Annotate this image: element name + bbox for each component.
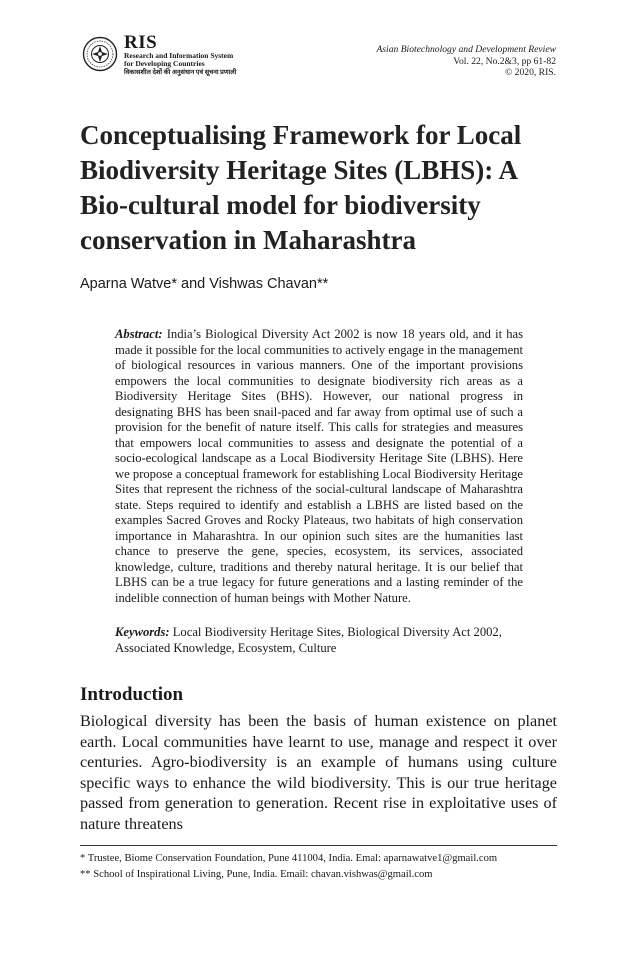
introduction-paragraph: Biological diversity has been the basis of human existence on planet earth. Local communities have learnt to use, manage and respect it over centuries. Agro-biodiversity is an example of humans using culture specific ways to enhance the wild biodiversity. This is our true heritage passed from generation to generation. Recent rise in exploitative uses of nature threatens	[80, 712, 557, 833]
ris-logo	[82, 34, 262, 82]
abstract-label: Abstract:	[115, 327, 163, 341]
abstract-text: India’s Biological Diversity Act 2002 is now 18 years old, and it has made it possible for the local communities to actively engage in the management of biological resources in various manners. One of the important provisions empowers the local communities to designate biodiversity rich areas as a Biodiversity Heritage Sites (BHS). However, our national progress in designating BHS has been snail-paced and far away from optimal use of such a provision for the benefit of nature itself. This calls for strategies and measures that empowers local communities to assess and designate the potential of a socio-ecological landscape as a Local Biodiversity Heritage Site (LBHS). Here we propose a conceptual framework for establishing Local Biodiversity Heritage Sites that represent the richness of the social-cultural landscape of Maharashtra state. Steps required to identify and establish a LBHS are listed based on the examples Sacred Groves and Rocky Plateaus, two habitats of high conservation importance in Maharashtra. In our opinion such sites are the humanities last chance to preserve the gene, species, ecosystem, its services, associated knowledge, culture, traditions and thereby natural heritage. It is our belief that LBHS can be a true legacy for future generations and a lasting reminder of the indelible connection of human beings with Mother Nature.	[115, 327, 523, 605]
paper-title: Conceptualising Framework for Local Biodiversity Heritage Sites (LBHS): A Bio-cultural model for biodiversity conservation in Maharashtra	[80, 120, 522, 255]
abstract	[115, 327, 523, 606]
footnote-divider	[80, 845, 557, 846]
page-header	[82, 34, 556, 82]
footnote-2: ** School of Inspirational Living, Pune, India. Email: chavan.vishwas@gmail.com	[80, 869, 433, 880]
ris-seal-icon	[82, 36, 118, 72]
keywords	[115, 625, 523, 656]
keywords-text: Local Biodiversity Heritage Sites, Biological Diversity Act 2002, Associated Knowledge, Ecosystem, Culture	[115, 625, 502, 655]
logo-hindi-text: विकासशील देशों की अनुसंधान एवं सूचना प्रणाली	[124, 69, 237, 76]
logo-subtitle-2: for Developing Countries	[124, 59, 205, 68]
footnote-1: * Trustee, Biome Conservation Foundation, Pune 411004, India. Emal: aparnawatve1@gmail.com	[80, 853, 498, 864]
logo-subtitle-1: Research and Information System	[124, 51, 234, 60]
journal-volume: Vol. 22, No.2&3, pp 61-82	[453, 55, 556, 67]
paper-authors: Aparna Watve* and Vishwas Chavan**	[80, 276, 329, 292]
section-heading-introduction: Introduction	[80, 684, 184, 705]
journal-info	[376, 44, 556, 79]
logo-text-block	[124, 34, 236, 77]
keywords-label: Keywords:	[115, 625, 170, 639]
journal-copyright: © 2020, RIS.	[505, 67, 556, 78]
logo-name: RIS	[124, 32, 158, 53]
journal-name: Asian Biotechnology and Development Review	[376, 44, 556, 55]
